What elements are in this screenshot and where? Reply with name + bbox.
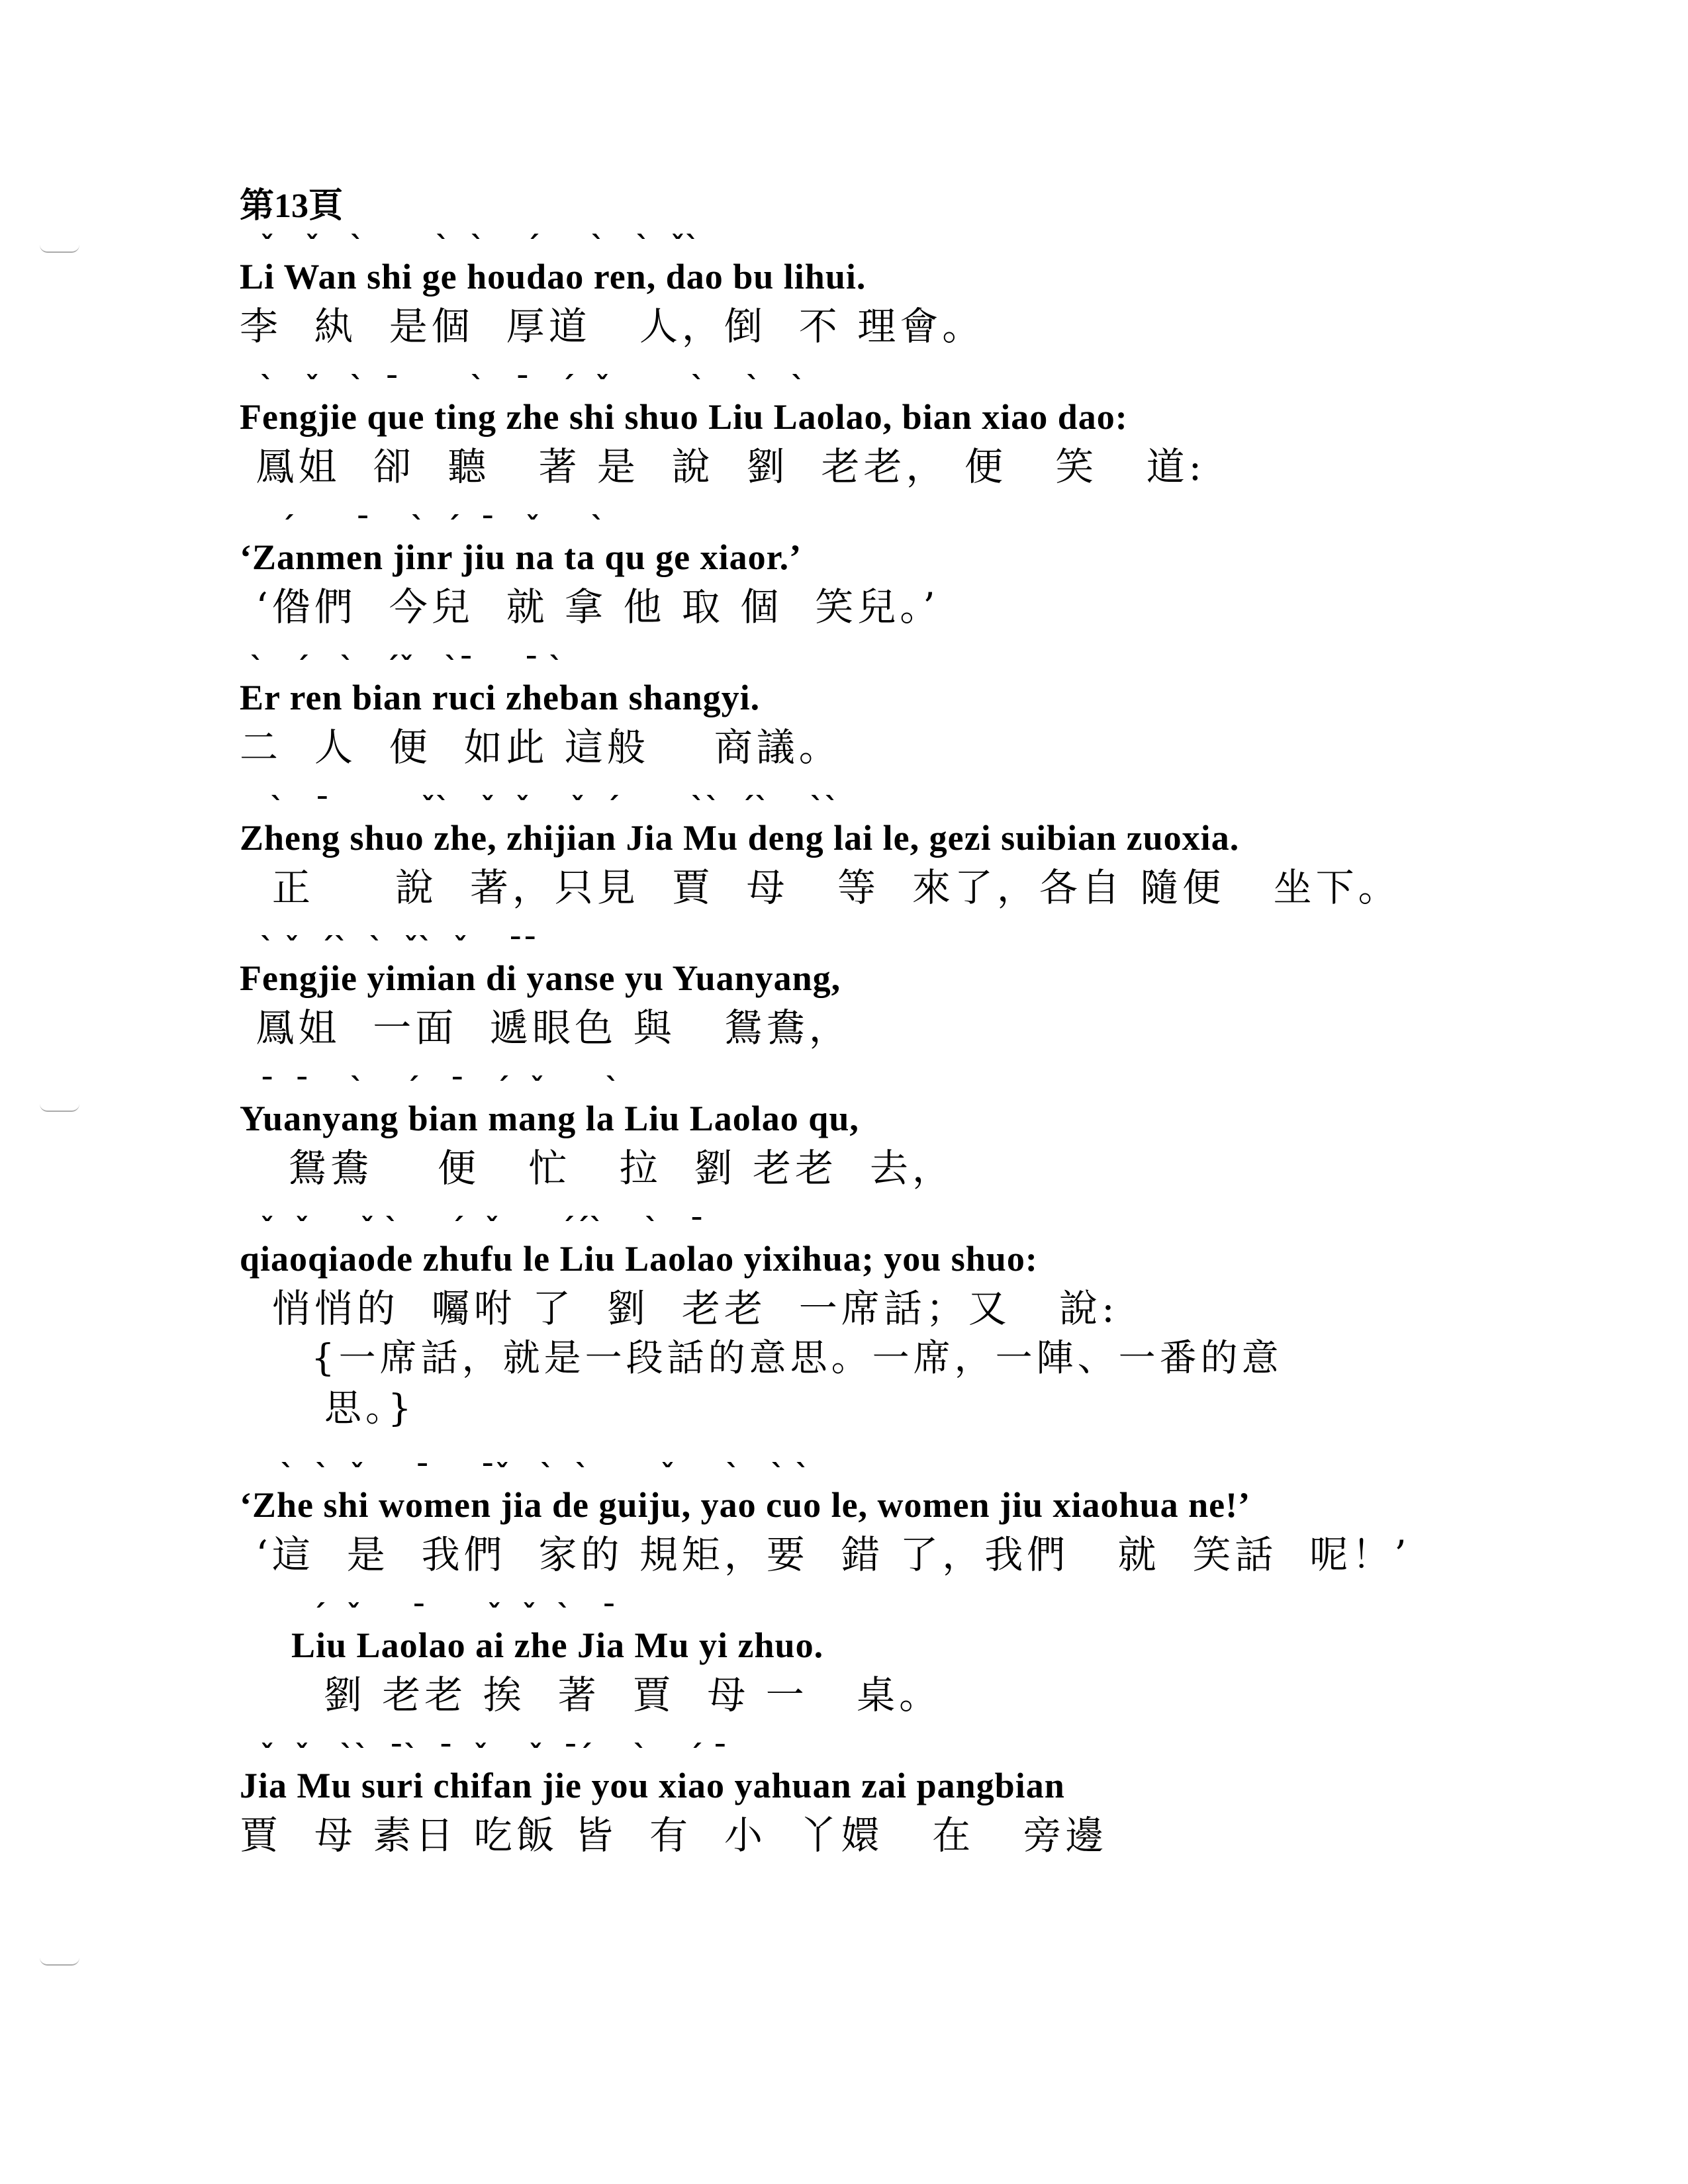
tone-marks: ˋ ˋ ˇ ˉ ˉˇ ˋ ˋ ˇ ˋ ˋ ˋ [240, 1459, 810, 1492]
pinyin-line: Fengjie yimian di yanse yu Yuanyang, [240, 958, 841, 998]
tone-marks: ˉ ˉ ˋ ˊ ˉ ˊ ˇ ˋ [240, 1072, 620, 1106]
note-line: {一席話，就是一段話的意思。一席，一陣、一番的意 [311, 1337, 1283, 1380]
hanzi-line: ‘這 是 我們 家的 規矩，要 錯 了，我們 就 笑話 呢！’ [240, 1532, 1411, 1577]
tone-marks: ˊ ˉ ˋ ˊ ˉ ˇ ˋ [240, 511, 606, 545]
hanzi-line: 正 說 著，只見 賈 母 等 來了，各自 隨便 坐下。 [240, 865, 1401, 910]
tone-marks: ˋ ˇ ˊˋ ˋ ˇˋ ˇ ˉˉ [240, 932, 538, 966]
tone-marks: ˇ ˇ ˋ ˋ ˋ ˊ ˋ ˋ ˇˋ [240, 230, 700, 264]
margin-mark [40, 1958, 79, 1966]
hanzi-line: 二 人 便 如此 這般 商議。 [240, 725, 841, 770]
tone-marks: ˊ ˇ ˉ ˇ ˇ ˋ ˉ [291, 1599, 617, 1633]
margin-mark [40, 245, 79, 253]
pinyin-line: ‘Zanmen jinr jiu na ta qu ge xiaor.’ [240, 537, 802, 577]
tone-marks: ˇ ˇ ˇ ˋ ˊ ˇ ˊˊˋ ˋ ˉ [240, 1212, 704, 1246]
pinyin-line: Yuanyang bian mang la Liu Laolao qu, [240, 1099, 859, 1138]
tone-marks: ˋ ˉ ˇˋ ˇ ˇ ˇ ˊ ˋˋ ˊˋ ˋˋ [240, 792, 839, 825]
hanzi-line: 賈 母 素日 吃飯 皆 有 小 丫嬛 在 旁邊 [240, 1813, 1108, 1858]
pinyin-line: Zheng shuo zhe, zhijian Jia Mu deng lai le, gezi suibian zuoxia. [240, 818, 1240, 858]
hanzi-line: 李 紈 是個 厚道 人，倒 不 理會。 [240, 304, 985, 349]
hanzi-line: ‘偺們 今兒 就 拿 他 取 個 笑兒。’ [240, 584, 939, 629]
hanzi-line: 鳳姐 卻 聽 著 是 說 劉 老老， 便 笑 道: [240, 444, 1206, 489]
pinyin-line: ‘Zhe shi women jia de guiju, yao cuo le, women jiu xiaohua ne!’ [240, 1485, 1251, 1525]
page-title: 第13頁 [240, 187, 344, 225]
pinyin-line: Er ren bian ruci zheban shangyi. [240, 678, 761, 717]
pinyin-line: Fengjie que ting zhe shi shuo Liu Laolao, bian xiao dao: [240, 397, 1128, 437]
hanzi-line: 悄悄的 囑咐 了 劉 老老 一席話；又 說: [240, 1286, 1119, 1331]
hanzi-line: 劉 老老 挨 著 賈 母 一 桌。 [291, 1672, 942, 1717]
pinyin-line: Liu Laolao ai zhe Jia Mu yi zhuo. [291, 1625, 824, 1665]
hanzi-line: 鳳姐 一面 遞眼色 與 鴛鴦， [240, 1005, 851, 1050]
margin-mark [40, 1104, 79, 1112]
pinyin-line: qiaoqiaode zhufu le Liu Laolao yixihua; you shuo: [240, 1239, 1038, 1279]
tone-marks: ˋ ˇ ˋ ˉ ˋ ˉ ˊ ˇ ˋ ˋ ˋ [240, 371, 806, 404]
pinyin-line: Li Wan shi ge houdao ren, dao bu lihui. [240, 257, 867, 296]
hanzi-line: 鴛鴦 便 忙 拉 劉 老老 去， [240, 1146, 955, 1191]
pinyin-line: Jia Mu suri chifan jie you xiao yahuan zai pangbian [240, 1766, 1065, 1805]
tone-marks: ˋ ˊ ˋ ˊˇ ˋˉ ˉ ˋ [240, 651, 564, 685]
note-line: 思。} [324, 1387, 416, 1430]
tone-marks: ˇ ˇ ˋˋ ˉˋ ˉ ˇ ˇ ˉˊ ˋ ˊ ˉ [240, 1739, 727, 1773]
